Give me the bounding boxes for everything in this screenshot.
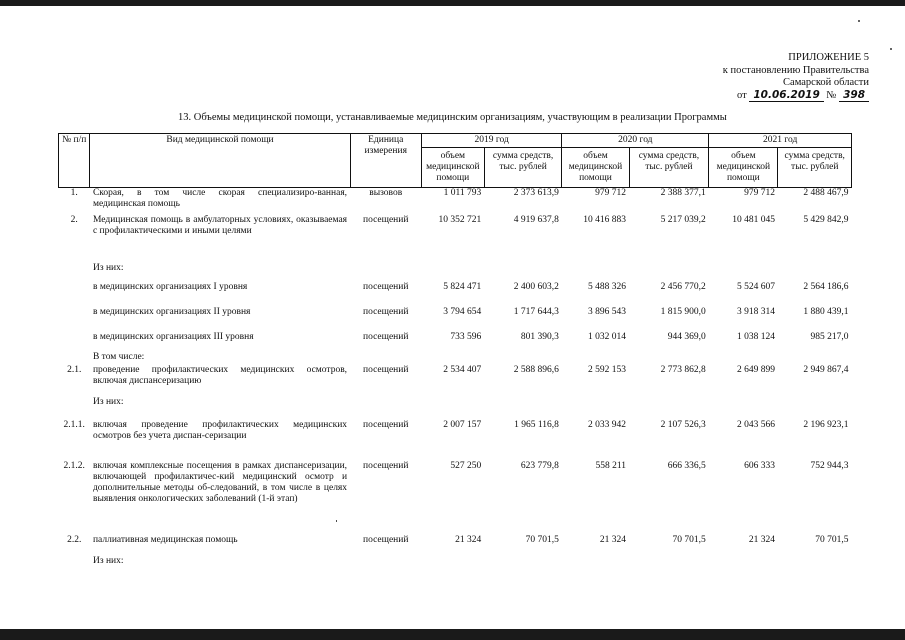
row-description: включая комплексные посещения в рамках диспансеризации, включающей профилактичес-кий медицинский осмотр и дополнительные методы об-следований, в том числе в целях выявления онкологических заболеваний (1-й этап) xyxy=(92,460,348,504)
row-number: 2. xyxy=(70,214,78,225)
row-description: в медицинских организациях I уровня xyxy=(92,281,248,292)
table-row xyxy=(59,188,852,215)
volume-2019: 733 596 xyxy=(450,331,482,342)
volume-2021: 10 481 045 xyxy=(732,214,775,225)
header-type: Вид медицинской помощи xyxy=(90,134,350,188)
amount-2021: 70 701,5 xyxy=(815,534,849,545)
table-row xyxy=(59,365,852,397)
volume-2021: 2 649 899 xyxy=(736,364,775,375)
table-row xyxy=(59,397,852,420)
amount-2021: 5 429 842,9 xyxy=(803,214,849,225)
amount-2020: 2 773 862,8 xyxy=(660,364,706,375)
amount-2019: 4 919 637,8 xyxy=(513,214,559,225)
header-volume-2019: объем медицинской помощи xyxy=(421,148,484,188)
appendix-region: Самарской области xyxy=(783,77,869,88)
amount-2020: 70 701,5 xyxy=(672,534,706,545)
table-row xyxy=(59,215,852,263)
row-unit: посещений xyxy=(363,364,409,375)
volume-2020: 21 324 xyxy=(599,534,627,545)
volume-2020 xyxy=(562,556,629,570)
scan-speck xyxy=(858,20,860,22)
amount-2019 xyxy=(484,556,562,570)
scan-edge-bottom xyxy=(0,629,905,640)
row-number: 2.1. xyxy=(67,364,82,375)
volume-2021: 1 038 124 xyxy=(736,331,775,342)
row-unit xyxy=(350,397,421,420)
row-number xyxy=(59,282,90,307)
row-number xyxy=(59,307,90,332)
volume-2021 xyxy=(709,263,778,282)
volume-2019: 10 352 721 xyxy=(438,214,482,225)
table-row xyxy=(59,352,852,365)
table-row xyxy=(59,307,852,332)
header-volume-2021: объем медицинской помощи xyxy=(709,148,778,188)
header-volume-2020: объем медицинской помощи xyxy=(562,148,629,188)
volume-2019: 3 794 654 xyxy=(443,306,482,317)
volume-2020: 5 488 326 xyxy=(588,281,627,292)
header-unit: Единица измерения xyxy=(350,134,421,188)
amount-2021 xyxy=(778,263,852,282)
row-number xyxy=(59,397,90,420)
header-amount-2020: сумма средств, тыс. рублей xyxy=(629,148,709,188)
volume-2020: 1 032 014 xyxy=(588,331,627,342)
volume-2019 xyxy=(421,263,484,282)
row-unit xyxy=(350,556,421,570)
amount-2020 xyxy=(629,397,709,420)
table-row xyxy=(59,282,852,307)
handwritten-date: 10.06.2019 xyxy=(749,90,823,102)
row-number: 2.1.1. xyxy=(63,419,85,430)
row-number: 2.1.2. xyxy=(63,460,85,471)
row-description: проведение профилактических медицинских осмотров, включая диспансеризацию xyxy=(92,364,348,386)
row-unit: посещений xyxy=(363,534,409,545)
medical-care-volume-table xyxy=(58,133,852,570)
row-description: включая проведение профилактических медицинских осмотров без учета диспан-серизации xyxy=(92,419,348,441)
amount-2020: 2 107 526,3 xyxy=(660,419,706,430)
amount-2020 xyxy=(629,556,709,570)
amount-2020: 2 388 377,1 xyxy=(660,188,706,198)
volume-2019: 21 324 xyxy=(455,534,482,545)
volume-2021: 5 524 607 xyxy=(736,281,775,292)
scan-speck xyxy=(890,48,892,50)
handwritten-number: 398 xyxy=(839,90,869,102)
row-description: В том числе: xyxy=(92,351,145,362)
row-number: 2.2. xyxy=(67,534,82,545)
table-row xyxy=(59,263,852,282)
appendix-resolution: к постановлению Правительства xyxy=(722,64,869,76)
amount-2019 xyxy=(484,352,562,365)
table-header xyxy=(59,134,852,188)
volume-2020: 2 033 942 xyxy=(588,419,627,430)
row-description: Из них: xyxy=(92,396,124,407)
appendix-title: ПРИЛОЖЕНИЕ 5 xyxy=(788,52,869,63)
volume-2019: 2 534 407 xyxy=(443,364,482,375)
row-number xyxy=(59,263,90,282)
amount-2019 xyxy=(484,263,562,282)
appendix-date-line xyxy=(649,90,869,103)
volume-2021: 3 918 314 xyxy=(736,306,775,317)
row-description: в медицинских организациях II уровня xyxy=(92,306,251,317)
row-unit: посещений xyxy=(363,460,409,471)
volume-2020: 10 416 883 xyxy=(583,214,627,225)
volume-2019 xyxy=(421,397,484,420)
row-number: 1. xyxy=(70,188,78,198)
from-label: от xyxy=(737,89,747,101)
amount-2019 xyxy=(484,397,562,420)
amount-2021: 1 880 439,1 xyxy=(803,306,849,317)
volume-2019 xyxy=(421,556,484,570)
amount-2021: 2 949 867,4 xyxy=(803,364,849,375)
volume-2020: 3 896 543 xyxy=(588,306,627,317)
table-row xyxy=(59,332,852,352)
header-amount-2019: сумма средств, тыс. рублей xyxy=(484,148,562,188)
row-unit: посещений xyxy=(363,419,409,430)
number-label: № xyxy=(826,89,837,101)
volume-2021 xyxy=(709,556,778,570)
amount-2021: 2 488 467,9 xyxy=(803,188,849,198)
volume-2020: 2 592 153 xyxy=(588,364,627,375)
volume-2019: 1 011 793 xyxy=(443,188,482,198)
header-year-2020: 2020 год xyxy=(562,134,709,148)
amount-2020: 2 456 770,2 xyxy=(660,281,706,292)
table-body xyxy=(59,188,852,570)
amount-2021 xyxy=(778,556,852,570)
volume-2020: 979 712 xyxy=(595,188,627,198)
amount-2021: 2 564 186,6 xyxy=(803,281,849,292)
amount-2019: 1 717 644,3 xyxy=(513,306,559,317)
appendix-header xyxy=(649,52,869,102)
table-row xyxy=(59,461,852,535)
header-year-2021: 2021 год xyxy=(709,134,852,148)
amount-2019: 2 400 603,2 xyxy=(513,281,559,292)
row-unit: посещений xyxy=(363,214,409,225)
row-unit: посещений xyxy=(363,306,409,317)
row-unit: вызовов xyxy=(369,188,403,198)
volume-2020 xyxy=(562,352,629,365)
row-unit xyxy=(350,263,421,282)
volume-2021 xyxy=(709,397,778,420)
amount-2019: 801 390,3 xyxy=(520,331,559,342)
volume-2021: 606 333 xyxy=(744,460,775,471)
amount-2020: 1 815 900,0 xyxy=(660,306,706,317)
volume-2021: 21 324 xyxy=(748,534,775,545)
row-unit: посещений xyxy=(363,281,409,292)
row-description: в медицинских организациях III уровня xyxy=(92,331,254,342)
amount-2021 xyxy=(778,397,852,420)
scan-edge-top xyxy=(0,0,905,6)
amount-2020 xyxy=(629,352,709,365)
volume-2020: 558 211 xyxy=(595,460,627,471)
volume-2021: 979 712 xyxy=(744,188,775,198)
volume-2019: 527 250 xyxy=(450,460,482,471)
amount-2019: 623 779,8 xyxy=(520,460,559,471)
amount-2021 xyxy=(778,352,852,365)
row-description: Медицинская помощь в амбулаторных условиях, оказываемая с профилактическими и иными целями xyxy=(92,214,348,236)
row-number xyxy=(59,556,90,570)
row-unit xyxy=(350,352,421,365)
table-title: 13. Объемы медицинской помощи, устанавливаемые медицинским организациям, участвующим в реализации Программы xyxy=(178,112,727,123)
volume-2020 xyxy=(562,397,629,420)
volume-2020 xyxy=(562,263,629,282)
row-description: Из них: xyxy=(92,262,124,273)
amount-2021: 752 944,3 xyxy=(810,460,849,471)
header-no: № п/п xyxy=(59,134,90,188)
table-row xyxy=(59,420,852,461)
table-row xyxy=(59,535,852,556)
amount-2019: 70 701,5 xyxy=(525,534,559,545)
volume-2019: 2 007 157 xyxy=(443,419,482,430)
volume-2021 xyxy=(709,352,778,365)
row-unit: посещений xyxy=(363,331,409,342)
volume-2021: 2 043 566 xyxy=(736,419,775,430)
header-year-2019: 2019 год xyxy=(421,134,562,148)
volume-2019 xyxy=(421,352,484,365)
table-row xyxy=(59,556,852,570)
amount-2020: 944 369,0 xyxy=(667,331,706,342)
amount-2020: 5 217 039,2 xyxy=(660,214,706,225)
volume-2019: 5 824 471 xyxy=(443,281,482,292)
amount-2019: 2 588 896,6 xyxy=(513,364,559,375)
row-description: паллиативная медицинская помощь xyxy=(92,534,238,545)
header-amount-2021: сумма средств, тыс. рублей xyxy=(778,148,852,188)
amount-2020: 666 336,5 xyxy=(667,460,706,471)
amount-2019: 1 965 116,8 xyxy=(514,419,559,430)
row-number xyxy=(59,352,90,365)
amount-2020 xyxy=(629,263,709,282)
row-description: Скорая, в том числе скорая специализиро-ванная, медицинская помощь xyxy=(92,188,348,209)
row-number xyxy=(59,332,90,352)
amount-2021: 2 196 923,1 xyxy=(803,419,849,430)
amount-2019: 2 373 613,9 xyxy=(513,188,559,198)
row-description: Из них: xyxy=(92,555,124,566)
amount-2021: 985 217,0 xyxy=(810,331,849,342)
